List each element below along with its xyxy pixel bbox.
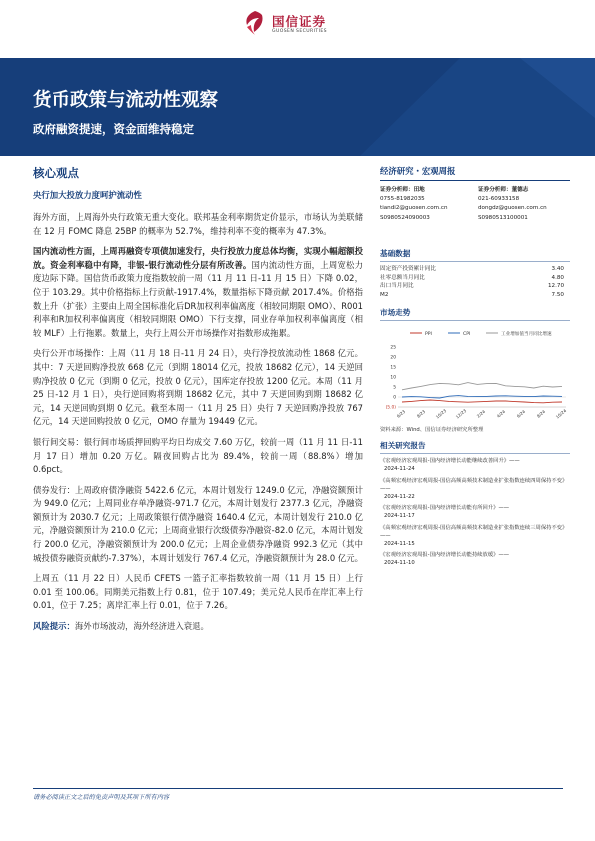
y-tick-label: 0 — [393, 395, 396, 401]
x-tick-label: 4/24 — [495, 409, 507, 420]
x-tick-label: 12/23 — [454, 408, 468, 421]
basic-data-label: M2 — [380, 291, 389, 298]
y-tick-label: (5.0) — [385, 405, 396, 411]
basic-data-value: 4.80 — [551, 274, 564, 281]
related-research-list — [380, 458, 570, 568]
chart-source: 资料来源：Wind、国信证券经济研究所整理 — [380, 427, 484, 434]
y-tick-label: 15 — [390, 365, 396, 371]
title-banner — [0, 58, 595, 156]
related-report-date: 2024-11-17 — [384, 513, 415, 520]
analyst-2-role: 证券分析师： — [478, 187, 512, 193]
y-tick-label: 20 — [390, 355, 396, 361]
x-tick-label: 8/24 — [535, 409, 547, 420]
brand-name-en: GUOSEN SECURITIES — [272, 29, 327, 34]
x-tick-label: 10/24 — [554, 408, 568, 421]
logo-mark-icon — [242, 10, 268, 36]
related-report-title[interactable]: 《高频宏观经济宏观周报-国信高频高频技术制造业扩张指数连续四周保持不变》—— — [380, 477, 568, 492]
x-tick-label: 10/23 — [434, 408, 448, 421]
analyst-1 — [380, 186, 476, 223]
analyst-block — [380, 186, 570, 244]
related-report-date: 2024-11-10 — [384, 560, 415, 567]
analyst-1-cert: S0980524090003 — [380, 214, 430, 221]
analyst-2-cert: S0980513100001 — [478, 214, 528, 221]
core-view-heading: 核心观点 — [33, 166, 79, 180]
related-research-heading: 相关研究报告 — [380, 440, 570, 454]
report-category: 经济研究・宏观周报 — [380, 165, 570, 181]
series-line — [402, 396, 562, 398]
market-trend-chart — [380, 327, 570, 423]
y-tick-label: 10 — [390, 375, 396, 381]
basic-data-heading: 基础数据 — [380, 248, 570, 262]
paragraph-interbank: 银行间交易：银行间市场质押回购平均日均成交 7.60 万亿，较前一周（11 月 11 日-11 月 17 日）增加 0.20 万亿。隔夜回购占比为 89.4%，较前一周（88.8%）增加 0.6pct。 — [33, 436, 363, 475]
paragraph-bond-issuance: 债券发行：上周政府债净融资 5422.6 亿元，本周计划发行 1249.0 亿元，净融资额预计为 949.0 亿元；上周同业存单净融资-971.7 亿元，本周计划发行 2377.3 亿元，净融资额预计为 2030.7 亿元；上周政策银行债净融资 1640.4 亿元，本周计划发行 210.0 亿元，净融资额预计为 210.0 亿元；上周商业银行次级债券净融资-82.0 亿元，本周计划发行 200.0 亿元，净融资额预计为 200.0 亿元；上周企业债券净融资 992.3 亿元（其中城投债券融资贡献约-7.37%），本周计划发行 767.4 亿元，净融资额预计为 28.0 亿元。 — [33, 484, 364, 563]
paragraph-domestic-liquidity — [33, 245, 363, 340]
related-report-title[interactable]: 《宏观经济宏观周报-国内经济增长动能有所回升》—— — [380, 505, 510, 512]
x-tick-label: 6/23 — [395, 409, 407, 420]
basic-data-row — [380, 274, 570, 283]
banner-decoration — [300, 58, 595, 156]
trend-chart-svg — [380, 327, 570, 423]
series-line — [402, 383, 562, 390]
x-tick-label: 8/23 — [415, 409, 427, 420]
market-trend-heading: 市场走势 — [380, 307, 570, 321]
report-title: 货币政策与流动性观察 — [33, 90, 219, 111]
related-report-title[interactable]: 《宏观经济宏观周报-国内经济增长动能持续放缓》—— — [380, 552, 510, 559]
paragraph-omo: 央行公开市场操作：上周（11 月 18 日-11 月 24 日），央行净投放流动性 1868 亿元。其中：7 天逆回购净投放 668 亿元（到期 18014 亿元，投放 18682 亿元），14 天逆回购净投放 0 亿元（到期 0 亿元，投放 0 亿元），国库定存投放 1200 亿元。本周（11 月 25 日-12 月 1 日），央行逆回购将到期 18682 亿元，其中 7 天逆回购到期 18682 亿元，14 天逆回购到期 0 亿元。截至本周一（11 月 25 日）央行 7 天逆回购净投放 767 亿元，14 天逆回购投放 0 亿元，OMO 存量为 19449 亿元。 — [33, 348, 363, 427]
footer-disclaimer: 请务必阅读正文之后的免责声明及其项下所有内容 — [33, 794, 170, 801]
related-report-title[interactable]: 《高频宏观经济宏观周报-国信高频高频技术制造业扩张指数连续三周保持不变》—— — [380, 524, 568, 539]
basic-data-label: 出口当月同比 — [380, 283, 414, 290]
legend-label: PPI — [425, 332, 432, 338]
basic-data-value: 7.50 — [551, 291, 564, 298]
paragraph-overseas: 海外方面，上周海外央行政策无重大变化。联邦基金利率期货定价显示，市场认为美联储在 12 月 FOMC 降息 25BP 的概率为 52.7%，维持利率不变的概率为 47.3%。 — [33, 212, 363, 236]
legend-label: 工业增加值当月同比增速 — [501, 332, 552, 338]
basic-data-label: 固定资产投资累计同比 — [380, 266, 436, 272]
basic-data-value: 12.70 — [547, 283, 564, 290]
risk-text: 海外市场波动，海外经济进入衰退。 — [74, 621, 209, 632]
basic-data-row — [380, 282, 570, 291]
core-view-subheading: 央行加大投放力度呵护流动性 — [33, 190, 142, 200]
analyst-2-name: 董德志 — [511, 187, 529, 193]
side-column — [380, 165, 570, 568]
analyst-2-email[interactable]: dongdz@guosen.com.cn — [478, 205, 547, 212]
related-report-title[interactable]: 《宏观经济宏观周报-国内经济增长动能继续改善回升》—— — [380, 458, 520, 465]
brand-logo — [242, 10, 352, 40]
legend-label: CPI — [463, 332, 471, 338]
analyst-1-phone: 0755-81982035 — [380, 196, 425, 203]
main-column — [33, 165, 363, 634]
analyst-2-phone: 021-60933158 — [478, 196, 520, 203]
analyst-1-role: 证券分析师： — [380, 187, 414, 193]
series-line — [402, 400, 562, 403]
analyst-1-name: 田地 — [413, 187, 425, 193]
basic-data-label: 社零总额当月同比 — [380, 274, 425, 281]
analyst-1-email[interactable]: tiandi2@guosen.com.cn — [380, 205, 448, 212]
paragraph-fx: 上周五（11 月 22 日）人民币 CFETS 一篮子汇率指数较前一周（11 月 15 日）上行 0.01 至 100.06。同期美元指数上行 0.81，位于 107.49；美元兑人民币在岸汇率上行 0.01，位于 7.25；离岸汇率上行 0.01，位于 7.26。 — [33, 573, 363, 611]
paragraph-domestic-body: 国内流动性方面，上周宽松力度边际下降。国信货币政策力度指数较前一周（11 月 11 日-11 月 15 日）下降 0.02，位于 103.29。其中价格指标上行贡献-1917.4%，数量指标下降贡献 2017.4%。价格指数上升（扩张）主要由上周全国标准化后DR加权利率偏离度（相较同期限 OMO）、R001 利率和R加权利率偏离度（相较同期限 OMO）下行支撑，同业存单加权利率偏离度（相较 MLF）上行拖累。数量上，央行上周公开市场操作对指数形成拖累。 — [33, 259, 363, 338]
paragraph-domestic-lead: 国内流动性方面，上周再融资专项债加速发行，央行投放力度总体均衡，实现小幅超额投放。资金利率稳中有降，非银-银行流动性分层有所改善。 — [33, 246, 363, 270]
related-report-date: 2024-11-22 — [384, 493, 415, 500]
brand-name-cn: 国信证券 — [272, 14, 327, 29]
basic-data-value: 3.40 — [551, 266, 564, 272]
x-tick-label: 6/24 — [515, 409, 527, 420]
basic-data-row — [380, 265, 570, 274]
report-subtitle: 政府融资提速，资金面维持稳定 — [33, 122, 194, 136]
basic-data-row — [380, 291, 570, 300]
x-tick-label: 2/24 — [475, 409, 487, 420]
related-report-date: 2024-11-24 — [384, 466, 415, 473]
risk-label: 风险提示： — [33, 621, 75, 632]
paragraph-risk — [33, 620, 363, 634]
basic-data-table — [380, 265, 570, 299]
related-report-date: 2024-11-15 — [384, 540, 415, 547]
analyst-2 — [478, 186, 574, 223]
footer-divider — [33, 788, 563, 789]
y-tick-label: 25 — [390, 345, 396, 351]
y-tick-label: 5 — [393, 385, 396, 391]
